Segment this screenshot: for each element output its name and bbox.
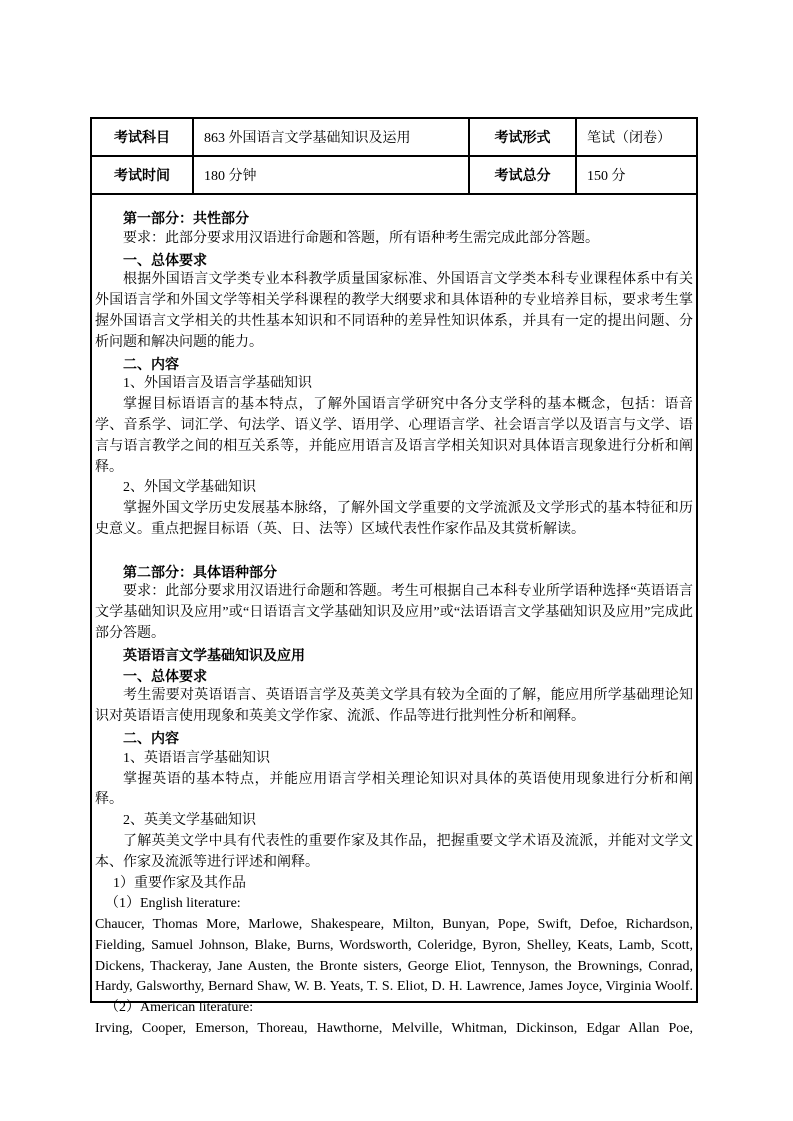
body-paragraph: 第二部分：具体语种部分	[123, 563, 277, 580]
body-paragraph: 2、英美文学基础知识	[123, 813, 256, 829]
body-paragraph: 二、内容	[123, 355, 179, 372]
body-paragraph: 要求：此部分要求用汉语进行命题和答题，所有语种考生需完成此部分答题。	[123, 230, 599, 246]
exam-subject-label: 考试科目	[92, 119, 194, 155]
body-paragraph: （1）English literature:	[105, 896, 241, 912]
exam-format-value: 笔试（闭卷）	[587, 131, 671, 146]
body-paragraph: 一、总体要求	[123, 251, 207, 268]
exam-subject-value: 863 外国语言文学基础知识及运用	[194, 119, 470, 155]
body-paragraph: 1、外国语言及语言学基础知识	[123, 376, 312, 392]
body-paragraph: 2、外国文学基础知识	[123, 480, 256, 496]
body-paragraph: 掌握目标语语言的基本特点，了解外国语言学研究中各分支学科的基本概念，包括：语音学、音系学、词汇学、句法学、语义学、语用学、心理语言学、社会语言学以及语言与文学、语言与语言教学之间的相互关系等，并能应用语言及语言学相关知识对具体语言现象进行分析和阐释。	[95, 397, 693, 475]
body-paragraph: 一、总体要求	[123, 667, 207, 684]
document-body	[92, 195, 696, 1037]
exam-duration-label: 考试时间	[92, 157, 194, 193]
body-paragraph: 二、内容	[123, 729, 179, 746]
body-paragraph	[95, 541, 693, 562]
body-paragraph: 第一部分：共性部分	[123, 210, 249, 226]
exam-info-table	[90, 117, 698, 1037]
body-paragraph: 了解英美文学中具有代表性的重要作家及其作品，把握重要文学术语及流派，并能对文学文本、作家及流派等进行评述和阐释。	[95, 833, 693, 870]
exam-total-label: 考试总分	[470, 157, 577, 193]
body-paragraph: Irving, Cooper, Emerson, Thoreau, Hawthorne, Melville, Whitman, Dickinson, Edgar Allan Poe,	[95, 1021, 693, 1037]
body-paragraph: 英语语言文学基础知识及应用	[123, 646, 305, 663]
body-paragraph: （2）American literature:	[105, 1000, 254, 1016]
exam-total-value: 150 分	[587, 169, 626, 184]
exam-duration-value: 180 分钟	[194, 157, 470, 193]
body-paragraph: 1）重要作家及其作品	[113, 875, 246, 891]
body-paragraph: 根据外国语言文学类专业本科教学质量国家标准、外国语言文学类本科专业课程体系中有关外国语言学和外国文学等相关学科课程的教学大纲要求和具体语种的专业培养目标，要求考生掌握外国语言文学相关的共性基本知识和不同语种的差异性知识体系，并具有一定的提出问题、分析问题和解决问题的能力。	[95, 272, 693, 350]
body-paragraph: 1、英语语言学基础知识	[123, 750, 270, 766]
body-paragraph: 掌握英语的基本特点，并能应用语言学相关理论知识对具体的英语使用现象进行分析和阐释。	[95, 771, 693, 808]
body-paragraph: 掌握外国文学历史发展基本脉络，了解外国文学重要的文学流派及文学形式的基本特征和历史意义。重点把握目标语（英、日、法等）区域代表性作家作品及其赏析解读。	[95, 501, 693, 537]
body-paragraph: 考生需要对英语语言、英语语言学及英美文学具有较为全面的了解，能应用所学基础理论知识对英语语言使用现象和英美文学作家、流派、作品等进行批判性分析和阐释。	[95, 688, 693, 725]
exam-format-label: 考试形式	[470, 119, 577, 155]
body-paragraph: Chaucer, Thomas More, Marlowe, Shakespeare, Milton, Bunyan, Pope, Swift, Defoe, Richardson, Fielding, Samuel Johnson, Blake, Burns, Wordsworth, Coleridge, Byron, Shelley, Keats, Lamb, Scott, Dickens, Thackeray, Jane Austen, the Bronte sisters, George Eliot, Tennyson, the Brownings, Conrad, Hardy, Galsworthy, Bernard Shaw, W. B. Yeats, T. S. Eliot, D. H. Lawrence, James Joyce, Virginia Woolf.	[95, 917, 693, 995]
info-row-duration	[92, 157, 696, 195]
body-paragraph: 要求：此部分要求用汉语进行命题和答题。考生可根据自己本科专业所学语种选择“英语语言文学基础知识及应用”或“日语语言文学基础知识及应用”或“法语语言文学基础知识及应用”完成此部分答题。	[95, 584, 693, 641]
info-row-subject	[92, 119, 696, 157]
